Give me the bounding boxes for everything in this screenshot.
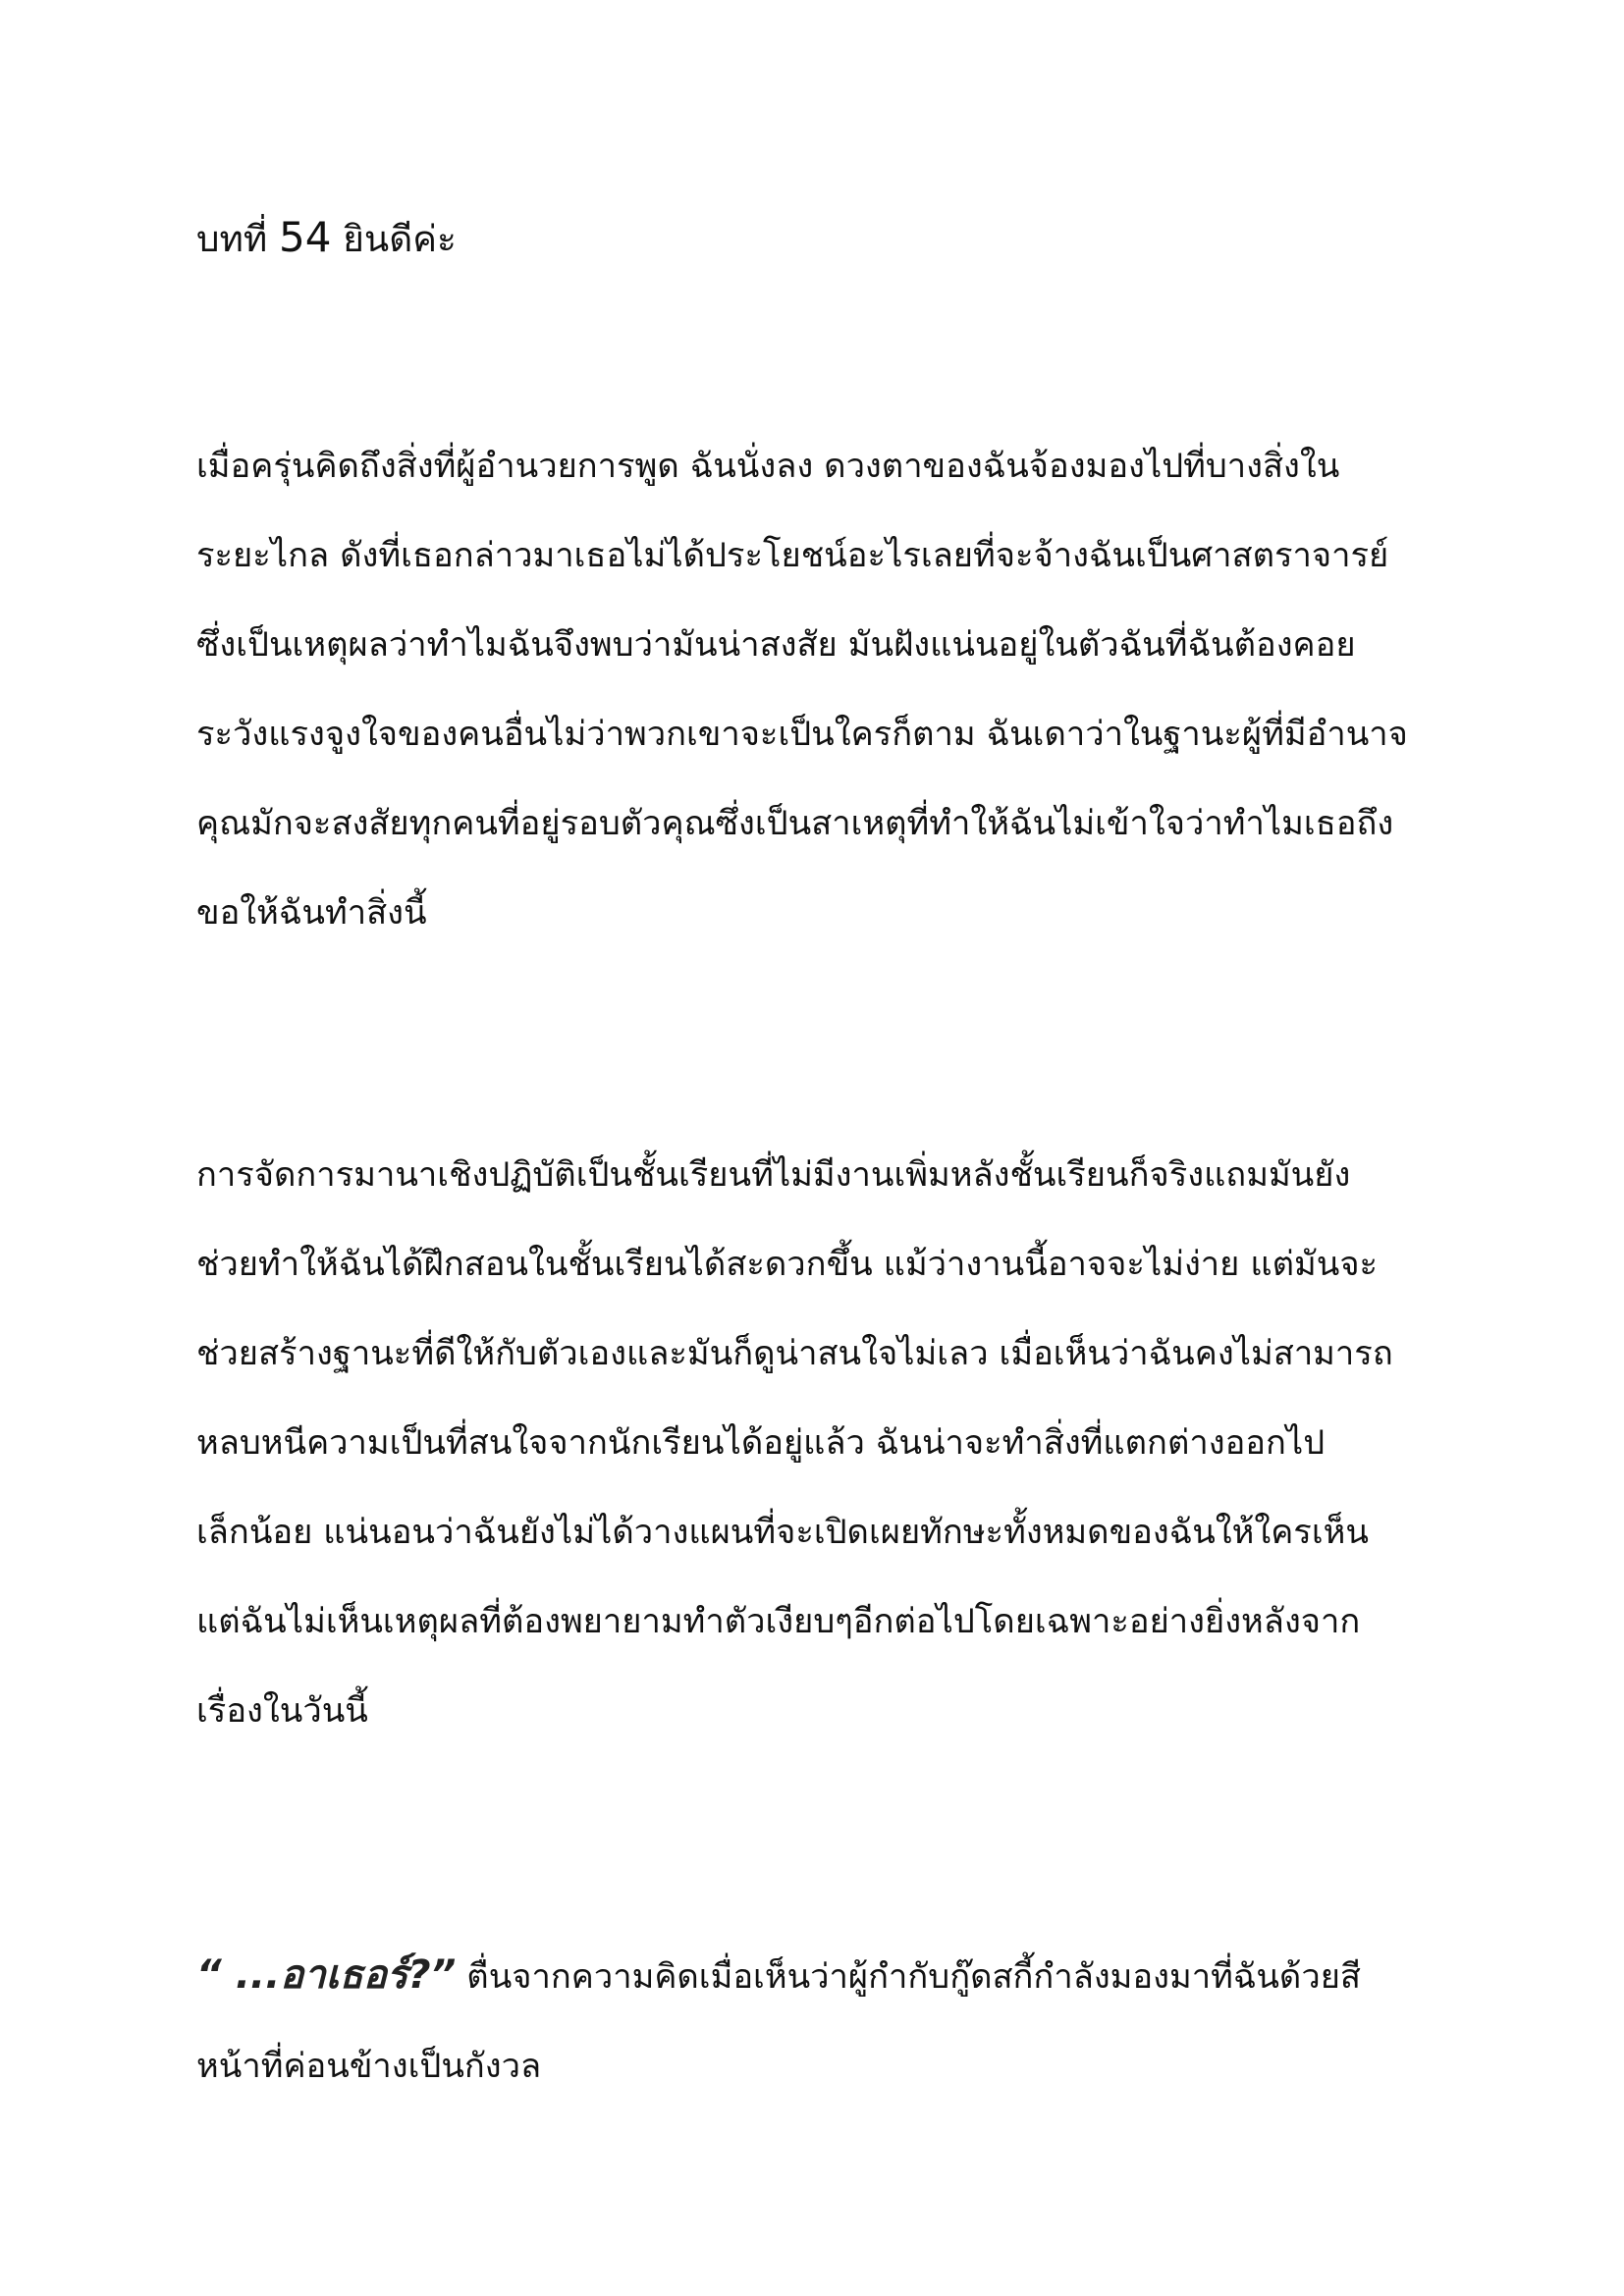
- paragraph-line: ระวังแรงจูงใจของคนอื่นไม่ว่าพวกเขาจะเป็นใครก็ตาม ฉันเดาว่าในฐานะผู้ที่มีอำนาจ: [196, 715, 1408, 754]
- paragraph-line: การจัดการมานาเชิงปฏิบัติเป็นชั้นเรียนที่ไม่มีงานเพิ่มหลังชั้นเรียนก็จริงแถมมันยัง: [196, 1155, 1351, 1195]
- page-content: [196, 204, 1443, 2111]
- paragraph-line: ขอให้ฉันทำสิ่งนี้: [196, 893, 427, 933]
- paragraph-line: แต่ฉันไม่เห็นเหตุผลที่ต้องพยายามทำตัวเงียบๆอีกต่อไปโดยเฉพาะอย่างยิ่งหลังจาก: [196, 1602, 1361, 1641]
- paragraph-line: เมื่อครุ่นคิดถึงสิ่งที่ผู้อำนวยการพูด ฉันนั่งลง ดวงตาของฉันจ้องมองไปที่บางสิ่งใน: [196, 447, 1340, 486]
- paragraph-line: ช่วยทำให้ฉันได้ฝึกสอนในชั้นเรียนได้สะดวกขึ้น แม้ว่างานนี้อาจจะไม่ง่าย แต่มันจะ: [196, 1245, 1379, 1284]
- dialogue-speech: อาเธอร์?”: [280, 1952, 457, 1998]
- paragraph-line: ช่วยสร้างฐานะที่ดีให้กับตัวเองและมันก็ดูน่าสนใจไม่เลว เมื่อเห็นว่าฉันคงไม่สามารถ: [196, 1334, 1393, 1373]
- quote-open: “ ...: [196, 1952, 281, 1998]
- paragraph-line: หลบหนีความเป็นที่สนใจจากนักเรียนได้อยู่แล้ว ฉันน่าจะทำสิ่งที่แตกต่างออกไป: [196, 1423, 1326, 1463]
- paragraph-line: ระยะไกล ดังที่เธอกล่าวมาเธอไม่ได้ประโยชน์อะไรเลยที่จะจ้างฉันเป็นศาสตราจารย์: [196, 536, 1389, 575]
- dialogue-line: [196, 1931, 1443, 2022]
- dialogue-paragraph: [196, 1931, 1443, 2111]
- paragraph-1: [196, 422, 1443, 958]
- paragraph-line: เรื่องในวันนี้: [196, 1691, 368, 1731]
- chapter-title: ยินดีค่ะ: [343, 218, 457, 260]
- dialogue-narration: ตื่นจากความคิดเมื่อเห็นว่าผู้กำกับกู๊ดสกี้กำลังมองมาที่ฉันด้วยสี: [456, 1957, 1361, 1997]
- paragraph-line: เล็กน้อย แน่นอนว่าฉันยังไม่ได้วางแผนที่จะเปิดเผยทักษะทั้งหมดของฉันให้ใครเห็น: [196, 1513, 1369, 1552]
- chapter-heading: [196, 204, 1443, 273]
- paragraph-line: คุณมักจะสงสัยทุกคนที่อยู่รอบตัวคุณซึ่งเป็นสาเหตุที่ทำให้ฉันไม่เข้าใจว่าทำไมเธอถึง: [196, 804, 1394, 843]
- chapter-number: 54: [279, 213, 332, 261]
- paragraph-line: ซึ่งเป็นเหตุผลว่าทำไมฉันจึงพบว่ามันน่าสงสัย มันฝังแน่นอยู่ในตัวฉันที่ฉันต้องคอย: [196, 625, 1356, 665]
- paragraph-line: หน้าที่ค่อนข้างเป็นกังวล: [196, 2047, 542, 2086]
- paragraph-2: [196, 1131, 1443, 1756]
- chapter-prefix: บทที่: [196, 218, 268, 260]
